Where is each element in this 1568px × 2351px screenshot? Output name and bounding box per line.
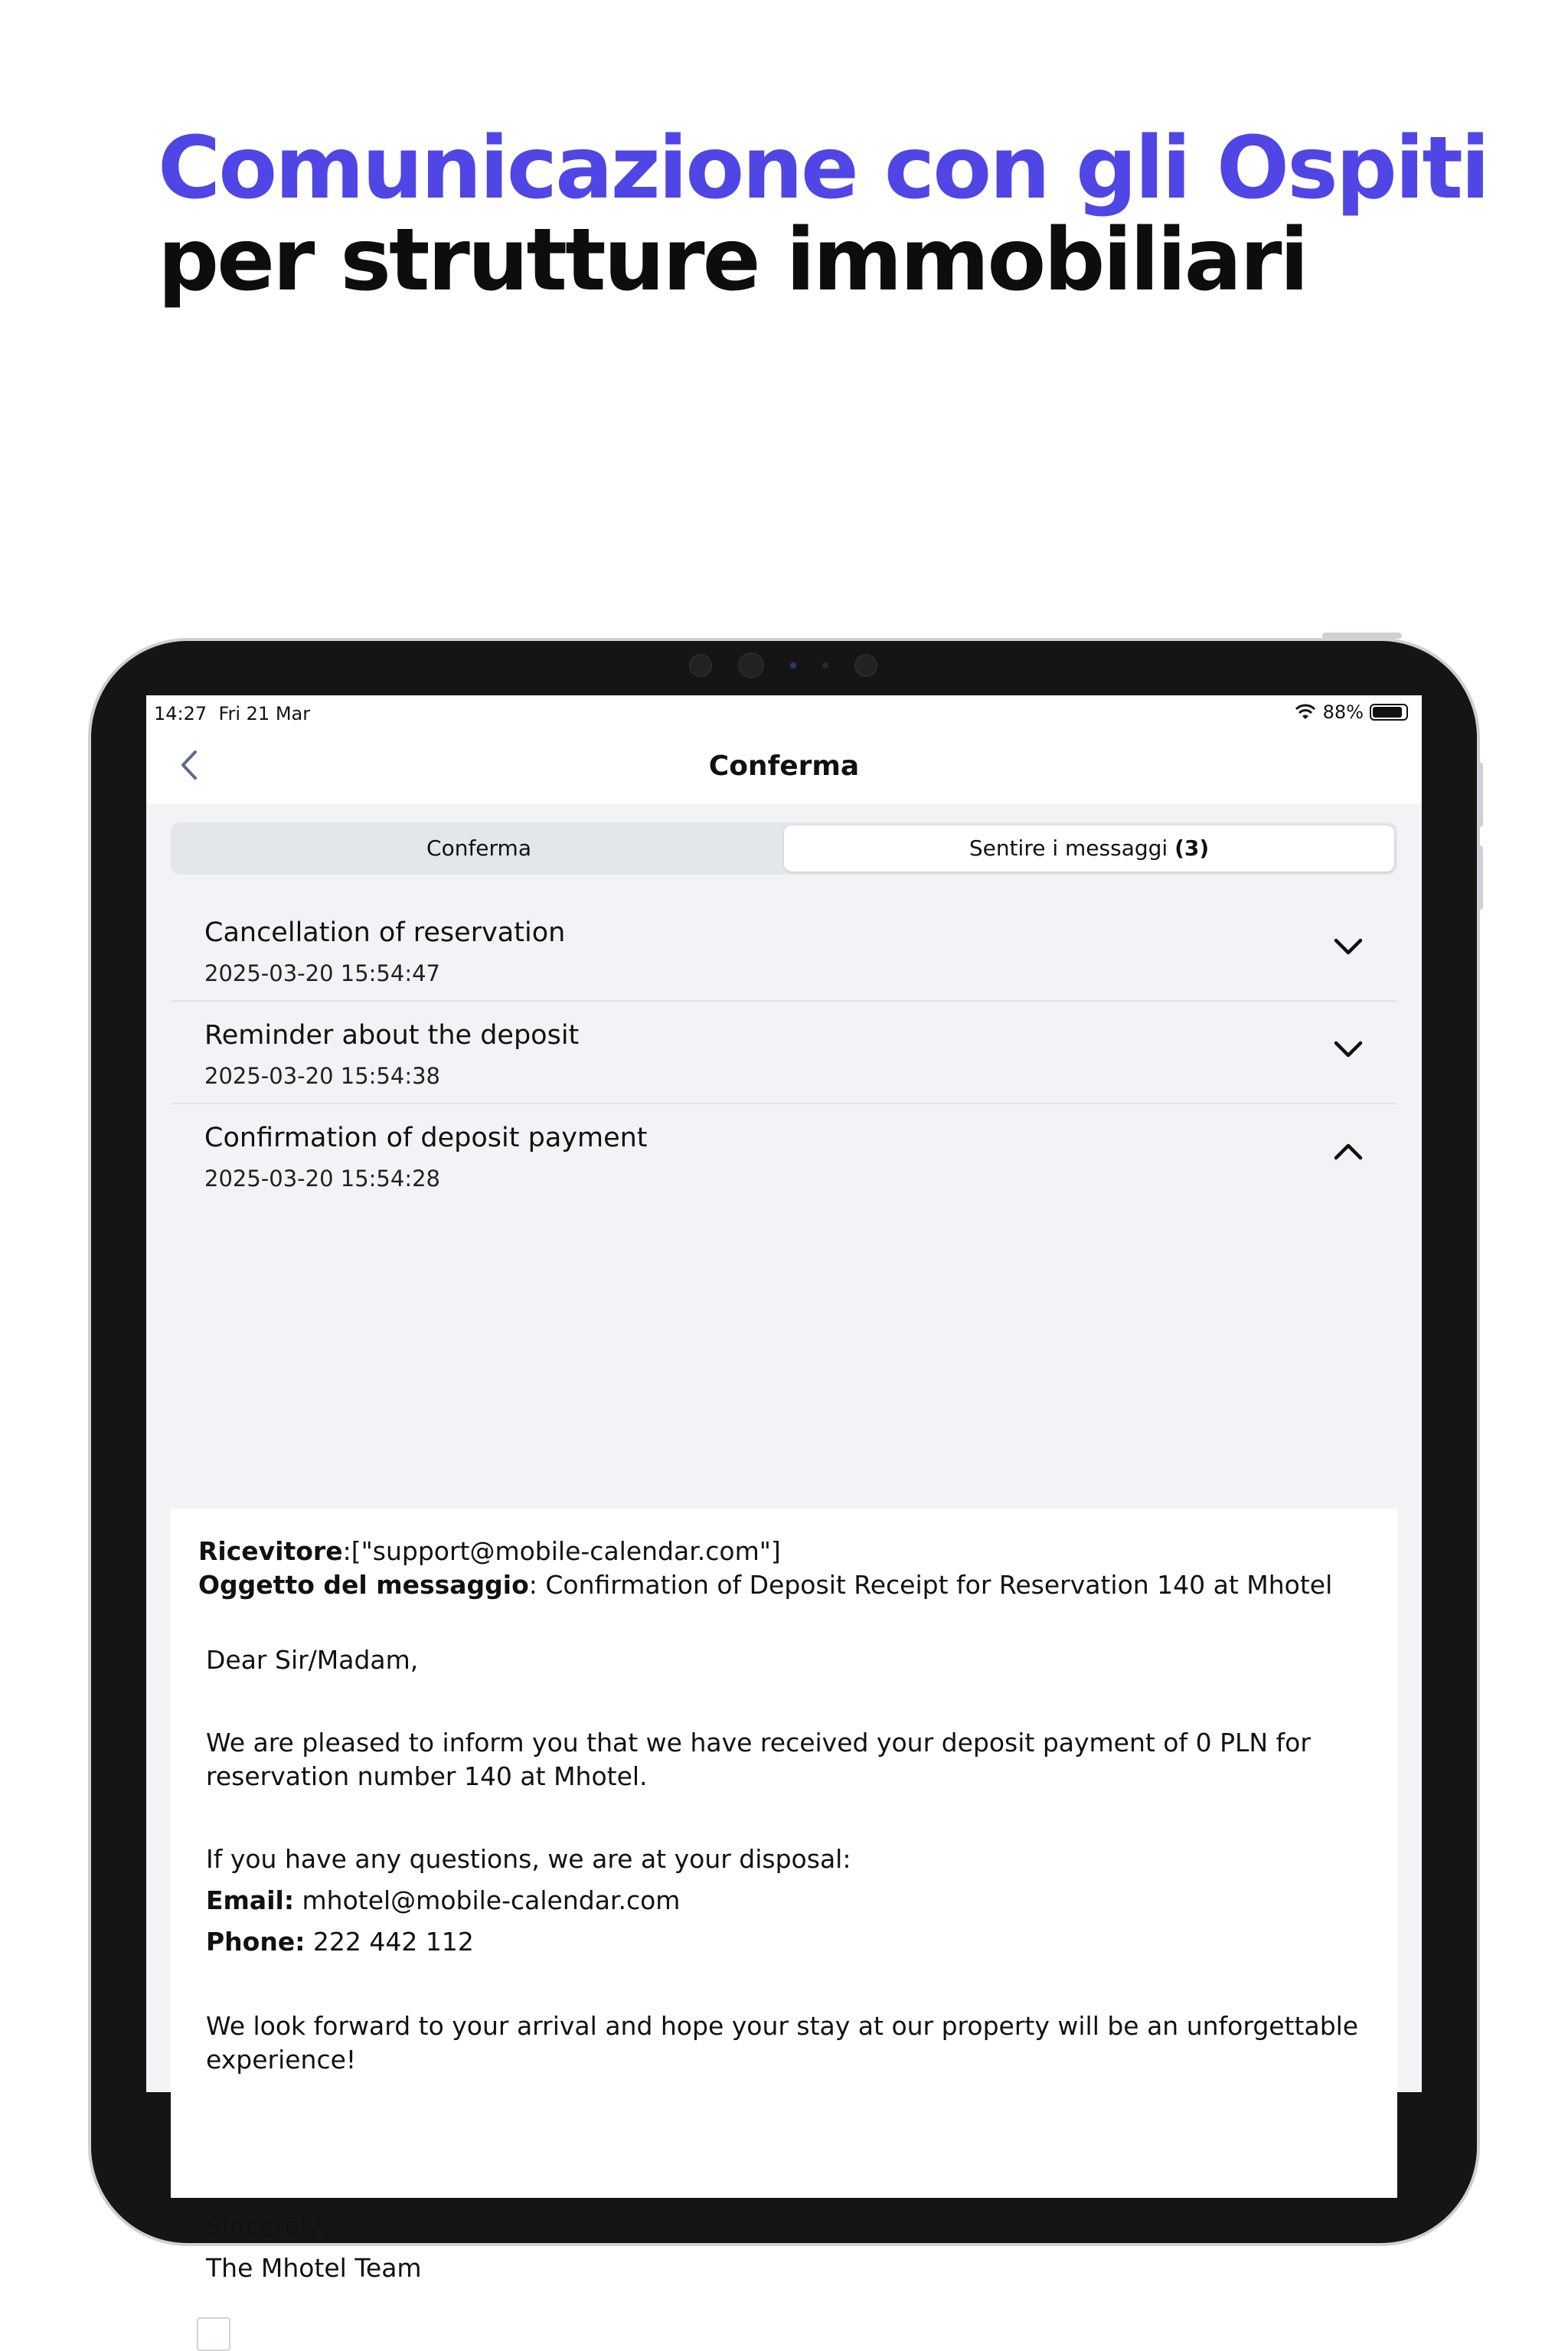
headline [158, 119, 1488, 310]
nav-bar [146, 729, 1422, 804]
tab-messages[interactable]: Sentire i messaggi (3) [784, 826, 1394, 871]
subject-label: Oggetto del messaggio [198, 1570, 529, 1600]
message-date: 2025-03-20 15:54:38 [204, 1063, 440, 1089]
message-item-cancellation[interactable] [171, 899, 1397, 1002]
proximity-sensor-icon [854, 654, 877, 677]
message-title: Reminder about the deposit [204, 1020, 580, 1051]
phone-line: Phone: 222 442 112 [206, 1927, 474, 1957]
messages-count: (3) [1174, 835, 1210, 861]
message-list [171, 899, 1397, 1205]
signature-2: The Mhotel Team [206, 2253, 422, 2283]
sensor-dot-icon [822, 662, 828, 669]
camera-indicator-icon [790, 662, 796, 669]
wifi-icon [1294, 704, 1317, 721]
checkbox[interactable] [197, 2317, 230, 2351]
chevron-down-icon[interactable] [1331, 1032, 1365, 1066]
closing-paragraph: We look forward to your arrival and hope your stay at our property will be an unforgettable experience! [206, 2011, 1359, 2075]
message-date: 2025-03-20 15:54:28 [204, 1166, 440, 1192]
greeting: Dear Sir/Madam, [206, 1645, 419, 1675]
tab-conferma[interactable]: Conferma [426, 835, 531, 861]
sensor-icon [689, 654, 712, 677]
volume-down-button [1477, 845, 1483, 910]
status-time: 14:27 Fri 21 Mar [154, 703, 311, 724]
headline-subtitle: per strutture immobiliari [158, 211, 1307, 310]
camera-bar [689, 652, 877, 678]
message-item-confirmation[interactable] [171, 1104, 1397, 1205]
battery-icon [1370, 704, 1408, 721]
status-bar [146, 695, 1422, 729]
chevron-up-icon[interactable] [1331, 1135, 1365, 1169]
message-detail [171, 1509, 1397, 2283]
battery-percent: 88% [1322, 701, 1364, 723]
message-title: Confirmation of deposit payment [204, 1123, 648, 1153]
message-title: Cancellation of reservation [204, 917, 566, 948]
receiver-value: :["support@mobile-calendar.com"] [342, 1536, 781, 1566]
message-date: 2025-03-20 15:54:47 [204, 960, 440, 986]
front-camera-icon [738, 652, 764, 678]
segmented-control [171, 822, 1397, 875]
body-paragraph: We are pleased to inform you that we have received your deposit payment of 0 PLN for reservation number 140 at Mhotel. [206, 1728, 1311, 1791]
status-right [1294, 701, 1408, 723]
top-button [1322, 633, 1402, 639]
email-line: Email: mhotel@mobile-calendar.com [206, 1885, 681, 1915]
app-screen [146, 695, 1422, 2283]
page-title: Conferma [708, 750, 860, 782]
chevron-down-icon[interactable] [1331, 930, 1365, 963]
subject-value: : Confirmation of Deposit Receipt for Reservation 140 at Mhotel [528, 1570, 1333, 1600]
signature-1: Sincerely, [206, 2212, 330, 2241]
headline-title: Comunicazione con gli Ospiti [158, 119, 1488, 218]
volume-up-button [1477, 763, 1483, 827]
message-item-reminder[interactable] [171, 1002, 1397, 1104]
receiver-label: Ricevitore [198, 1536, 343, 1566]
subject-line [198, 1568, 1332, 1602]
questions-line: If you have any questions, we are at your disposal: [206, 1844, 851, 1874]
receiver-line [198, 1535, 781, 1568]
